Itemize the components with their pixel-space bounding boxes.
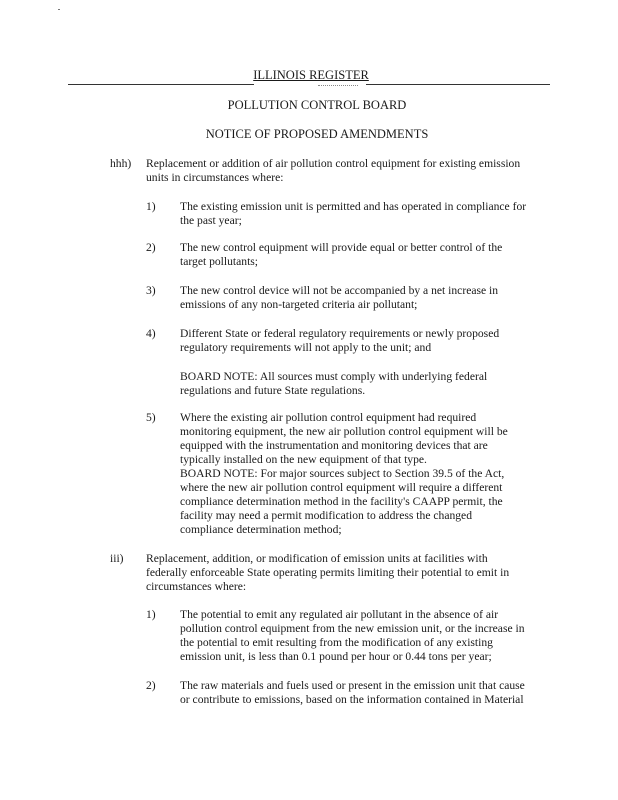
section-text-line: Replacement, addition, or modification of emission units at facilities with — [146, 552, 488, 565]
section-text-line: federally enforceable State operating permits limiting their potential to emit in — [146, 566, 510, 579]
item-text-line: the past year; — [180, 214, 242, 227]
board-note-line: regulations and future State regulations. — [180, 384, 366, 397]
item-text-line: monitoring equipment, the new air pollution control equipment will be — [180, 425, 508, 438]
item-label: 2) — [146, 241, 156, 254]
board-note-line: BOARD NOTE: For major sources subject to Section 39.5 of the Act, — [180, 467, 505, 480]
item-text-line: where the new air pollution control equipment will require a different — [180, 481, 503, 494]
board-title: POLLUTION CONTROL BOARD — [227, 98, 407, 112]
item-label: 1) — [146, 200, 156, 213]
item-text-line: The new control equipment will provide equal or better control of the — [180, 241, 503, 254]
item-text-line: emissions of any non-targeted criteria air pollutant; — [180, 298, 418, 311]
item-label: 1) — [146, 608, 156, 621]
item-text-line: The raw materials and fuels used or present in the emission unit that cause — [180, 679, 525, 692]
item-text-line: regulatory requirements will not apply to the unit; and — [180, 341, 432, 354]
item-text-line: compliance determination method in the facility's CAAPP permit, the — [180, 495, 503, 508]
item-label: 5) — [146, 411, 156, 424]
item-text-line: Where the existing air pollution control equipment had required — [180, 411, 477, 424]
item-text-line: The new control device will not be accompanied by a net increase in — [180, 284, 499, 297]
scan-speck — [58, 9, 60, 10]
board-note-line: BOARD NOTE: All sources must comply with underlying federal — [180, 370, 488, 383]
item-label: 4) — [146, 327, 156, 340]
item-text-line: the potential to emit resulting from the modification of any existing — [180, 636, 493, 649]
item-text-line: target pollutants; — [180, 255, 259, 268]
section-label: iii) — [110, 552, 124, 565]
item-text-line: typically installed on the new equipment of that type. — [180, 453, 427, 466]
item-text-line: Different State or federal regulatory requirements or newly proposed — [180, 327, 500, 340]
item-text-line: facility may need a permit modification to address the changed — [180, 509, 472, 522]
header-rule-left — [68, 84, 254, 85]
section-text-line: Replacement or addition of air pollution control equipment for existing emission — [146, 157, 521, 170]
item-text-line: or contribute to emissions, based on the information contained in Material — [180, 693, 524, 706]
item-label: 2) — [146, 679, 156, 692]
section-label: hhh) — [110, 157, 132, 170]
item-text-line: equipped with the instrumentation and monitoring devices that are — [180, 439, 488, 452]
item-text-line: compliance determination method; — [180, 523, 342, 536]
header-rule-right — [366, 84, 550, 85]
notice-title: NOTICE OF PROPOSED AMENDMENTS — [205, 127, 429, 141]
section-text-line: circumstances where: — [146, 580, 247, 593]
item-label: 3) — [146, 284, 156, 297]
section-text-line: units in circumstances where: — [146, 171, 284, 184]
item-text-line: The potential to emit any regulated air pollutant in the absence of air — [180, 608, 499, 621]
item-text-line: pollution control equipment from the new emission unit, or the increase in — [180, 622, 525, 635]
item-text-line: emission unit, is less than 0.1 pound per hour or 0.44 tons per year; — [180, 650, 492, 663]
register-title: ILLINOIS REGISTER — [253, 68, 369, 82]
item-text-line: The existing emission unit is permitted and has operated in compliance for — [180, 200, 527, 213]
header-rule-dots — [318, 85, 358, 87]
